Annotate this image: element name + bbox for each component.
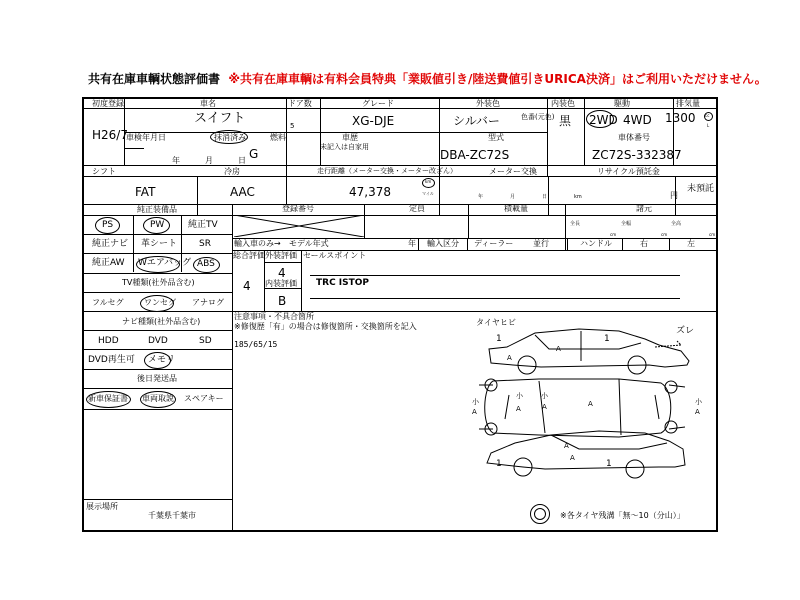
- equip-sr: SR: [199, 239, 211, 249]
- reg-no-label: 登録番号: [282, 204, 314, 213]
- ac-value: AAC: [230, 185, 255, 199]
- model-year-label: モデル年式: [289, 239, 329, 248]
- navi-type-label: ナビ種類(社外品含む): [122, 317, 201, 326]
- mileage-value: 47,378: [349, 185, 391, 199]
- km-label: km: [425, 179, 432, 184]
- navi-sd: SD: [199, 336, 212, 346]
- slip-label: ズレ: [676, 326, 695, 336]
- import-dealer: ディーラー: [474, 239, 514, 248]
- spec-height: 全高: [671, 221, 682, 227]
- door-value: 5: [290, 122, 295, 130]
- meter-month-label: 月: [510, 194, 516, 200]
- fuel-value: G: [249, 147, 259, 161]
- navi-dvd: DVD: [148, 336, 168, 346]
- history-label: 車歴: [342, 133, 358, 142]
- shift-value: FAT: [135, 185, 156, 199]
- drive-2wd: 2WD: [589, 113, 618, 127]
- spec-width: 全幅: [621, 221, 632, 227]
- car-side-bottom: [487, 431, 685, 469]
- import-parallel: 並行: [533, 239, 549, 248]
- recycle-deposit-label: リサイクル預託金: [597, 167, 660, 176]
- mark-small-2: 小: [516, 392, 523, 400]
- mark-a-1: A: [507, 354, 512, 362]
- total-score-value: 4: [243, 279, 251, 293]
- registration-crossed-box: [234, 215, 364, 237]
- sales-point-value: TRC ISTOP: [316, 278, 370, 288]
- tire-legend-inner-circle: [534, 508, 546, 520]
- meter-km-label: km: [574, 194, 582, 200]
- tire-crack-label: タイヤヒビ: [476, 318, 516, 327]
- mark-small-1: 小: [472, 398, 479, 406]
- history-note: 未記入は自家用: [320, 143, 369, 151]
- capacity-label: 定員: [409, 204, 425, 213]
- model-value: DBA-ZC72S: [440, 148, 510, 162]
- mark-rear-tire-top: 1: [604, 334, 610, 344]
- spec-height-cm: cm: [709, 232, 716, 237]
- equipment-header: 純正装備品: [137, 205, 177, 214]
- displacement-label: 排気量: [676, 99, 700, 108]
- import-car-label: 輸入車のみ→: [234, 239, 281, 248]
- first-reg-label: 初度登録: [92, 99, 124, 108]
- meter-swap-label: メーター交換: [489, 167, 537, 176]
- mark-small-3: 小: [541, 392, 548, 400]
- mark-a-9: A: [570, 454, 575, 462]
- model-label: 型式: [488, 133, 504, 142]
- chassis-value: ZC72S-332387: [592, 148, 682, 162]
- tv-oneseg: ワンセグ: [144, 298, 176, 307]
- equip-abs: ABS: [197, 259, 215, 269]
- door-label: ドア数: [288, 99, 312, 108]
- after-warranty: 新車保証書: [88, 394, 128, 403]
- exterior-score-value: 4: [278, 266, 286, 280]
- mark-small-4: 小: [695, 398, 702, 406]
- mileage-label: 走行距離（メーター交換・メーター改ざん）: [317, 167, 457, 175]
- equip-tv: 純正TV: [188, 220, 218, 230]
- equip-airbag: Wエアバッグ: [138, 258, 192, 268]
- equip-aw: 純正AW: [92, 258, 125, 268]
- color-no-label: 色番(元色): [521, 113, 555, 121]
- displacement-unit-cc: cc: [705, 113, 710, 118]
- mark-a-8: A: [564, 442, 569, 450]
- meter-day-label: 日: [542, 194, 548, 200]
- ac-label: 冷房: [224, 167, 240, 176]
- mark-front-tire-top: 1: [496, 334, 502, 344]
- spec-length-cm: cm: [610, 232, 617, 237]
- mark-a-5: A: [542, 403, 547, 411]
- equip-leather: 革シート: [141, 239, 178, 249]
- after-ship-label: 後日発送品: [137, 374, 177, 383]
- inspection-label: 車検年月日: [126, 133, 166, 142]
- specs-label: 諸元: [636, 204, 652, 213]
- handle-left: 左: [687, 239, 695, 248]
- first-reg-value: H26/7: [92, 128, 128, 142]
- total-score-label: 総合評価: [233, 251, 265, 260]
- car-name-value: スイフト: [194, 111, 246, 126]
- inspection-year-label: 年: [172, 156, 180, 165]
- mark-front-tire-bottom: 1: [496, 459, 502, 469]
- after-manual: 車両取説: [142, 394, 174, 403]
- spec-width-cm: cm: [661, 232, 668, 237]
- sales-point-label: セールスポイント: [303, 251, 367, 260]
- grade-label: グレード: [362, 99, 394, 108]
- interior-score-label: 内装評価: [265, 279, 297, 288]
- inspection-month-label: 月: [205, 156, 213, 165]
- evaluation-sheet: [82, 97, 718, 532]
- equip-ps: PS: [102, 220, 114, 230]
- model-year-unit: 年: [408, 239, 416, 248]
- exterior-color-label: 外装色: [476, 99, 500, 108]
- mark-a-6: A: [588, 400, 593, 408]
- mark-rear-tire-bottom: 1: [606, 459, 612, 469]
- tv-type-label: TV種類(社外品含む): [122, 278, 195, 287]
- notice-text: ※共有在庫車輌は有料会員特典「業販値引き/陸送費値引きURICA決済」はご利用いただけません。: [228, 72, 767, 86]
- notes-title: 注意事項・不具合箇所: [234, 312, 314, 321]
- mark-a-3: A: [472, 408, 477, 416]
- location-value: 千葉県千葉市: [148, 511, 196, 520]
- fuel-label: 燃料: [270, 133, 286, 142]
- shift-label: シフト: [92, 167, 116, 176]
- displacement-unit-l: L: [707, 123, 710, 128]
- handle-label: ハンドル: [580, 239, 612, 248]
- exterior-color-value: シルバー: [453, 114, 500, 128]
- drive-label: 駆動: [614, 99, 630, 108]
- recycle-status: 未預託: [687, 184, 715, 194]
- exterior-score-label: 外装評価: [265, 251, 297, 260]
- navi-memory: メモリ: [148, 355, 176, 365]
- location-label: 展示場所: [86, 502, 118, 511]
- drive-4wd: 4WD: [623, 113, 652, 127]
- interior-color-label: 内装色: [551, 99, 575, 108]
- equip-pw: PW: [150, 220, 165, 230]
- after-spare-key: スペアキー: [184, 394, 224, 403]
- car-top-view: [485, 379, 671, 437]
- notes-subtitle: ※修復歴「有」の場合は修復箇所・交換箇所を記入: [234, 322, 417, 331]
- tv-fullseg: フルセグ: [92, 298, 124, 307]
- wheel-front-top: [518, 356, 536, 374]
- yen-label: 円: [670, 191, 678, 200]
- car-name-label: 車名: [200, 99, 216, 108]
- spec-length: 全長: [570, 221, 581, 227]
- navi-dvd-play: DVD再生可: [88, 355, 135, 365]
- chassis-label: 車体番号: [618, 133, 650, 142]
- mile-label: マイル: [422, 191, 434, 196]
- recycle-done-label: 抹消済み: [214, 133, 246, 142]
- tv-analog: アナログ: [192, 298, 224, 307]
- document-title: 共有在庫車輌状態評価書: [88, 72, 221, 86]
- grade-value: XG-DJE: [352, 114, 395, 128]
- mark-a-4: A: [516, 405, 521, 413]
- interior-score-value: B: [278, 294, 287, 308]
- tire-size: 185/65/15: [234, 340, 278, 349]
- header: [88, 70, 767, 87]
- tire-note: ※各タイヤ残溝「無～10（分山）」: [560, 511, 685, 520]
- load-label: 積載量: [504, 204, 528, 213]
- inspection-day-label: 日: [238, 156, 246, 165]
- mark-a-2: A: [556, 345, 561, 353]
- equip-navi: 純正ナビ: [92, 239, 129, 249]
- mark-a-7: A: [695, 408, 700, 416]
- handle-right: 右: [640, 239, 648, 248]
- navi-hdd: HDD: [98, 336, 119, 346]
- displacement-value: 1300: [665, 111, 696, 125]
- import-category-label: 輸入区分: [427, 239, 459, 248]
- wheel-rear-bottom: [626, 460, 644, 478]
- interior-color-value: 黒: [559, 114, 572, 128]
- meter-year-label: 年: [478, 194, 484, 200]
